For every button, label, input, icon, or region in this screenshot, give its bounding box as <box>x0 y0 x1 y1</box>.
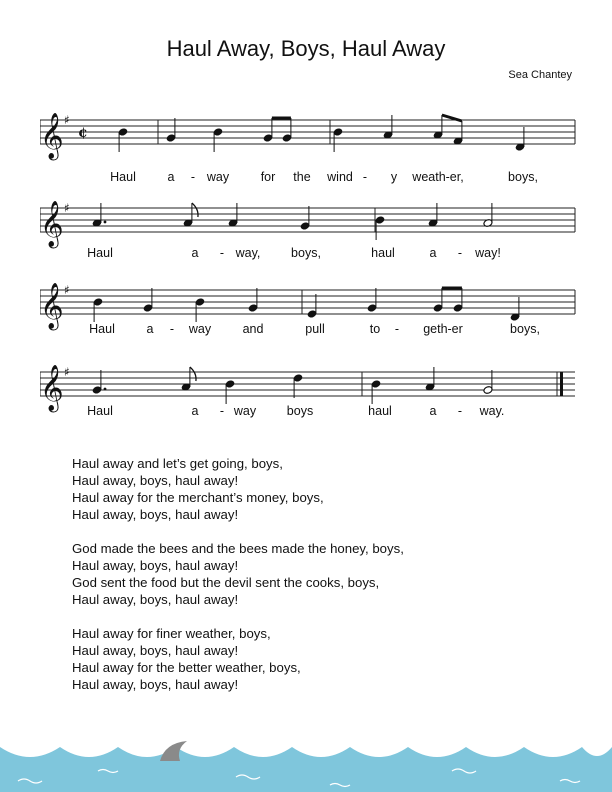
verse-line: God made the bees and the bees made the honey, boys, <box>72 541 404 556</box>
lyric-syllable: - <box>362 170 368 184</box>
treble-clef-icon: 𝄞 <box>40 201 64 247</box>
sharp-icon: ♯ <box>64 283 70 297</box>
verse-line: Haul away and let’s get going, boys, <box>72 456 283 471</box>
note-dot <box>104 388 107 391</box>
verse-line: God sent the food but the devil sent the cooks, boys, <box>72 575 380 590</box>
lyric-syllable: the <box>293 170 311 184</box>
lyric-syllable: y <box>390 170 398 184</box>
lyric-syllable: - <box>457 246 463 260</box>
lyric-syllable: - <box>190 170 196 184</box>
lyric-syllable: boys, <box>510 322 540 336</box>
cut-time-icon: ¢ <box>78 125 88 141</box>
lyric-syllable: haul <box>368 404 392 418</box>
lyric-syllable: geth-er <box>423 322 463 336</box>
verse-line: Haul away for the merchant’s money, boys, <box>72 490 324 505</box>
treble-clef-icon: 𝄞 <box>40 113 64 159</box>
verse-line: Haul away, boys, haul away! <box>72 507 239 522</box>
treble-clef-icon: 𝄞 <box>40 283 64 329</box>
song-subtitle: Sea Chantey <box>508 69 572 81</box>
lyric-syllable: boys, <box>508 170 538 184</box>
verse-line: Haul away, boys, haul away! <box>72 558 239 573</box>
lyric-syllable: way <box>188 322 212 336</box>
verse-line: Haul away, boys, haul away! <box>72 592 239 607</box>
sharp-icon: ♯ <box>64 365 70 379</box>
lyric-syllable: way. <box>479 404 505 418</box>
sharp-icon: ♯ <box>64 201 70 215</box>
lyric-syllable: a <box>191 404 199 418</box>
lyric-syllable: weath-er, <box>412 170 464 184</box>
sharp-icon: ♯ <box>64 113 70 127</box>
treble-clef-icon: 𝄞 <box>40 365 64 411</box>
verse <box>72 625 404 693</box>
page-title: Haul Away, Boys, Haul Away <box>166 36 446 61</box>
lyric-syllable: Haul <box>89 322 115 336</box>
lyric-syllable: boys <box>286 404 314 418</box>
lyric-syllable: way <box>206 170 230 184</box>
music-system-4 <box>40 352 580 462</box>
lyric-syllable: - <box>169 322 175 336</box>
verse-line: Haul away for the better weather, boys, <box>72 660 301 675</box>
verse <box>72 455 404 523</box>
lyric-syllable: Haul <box>87 246 113 260</box>
lyric-syllable: haul <box>371 246 395 260</box>
lyric-syllable: - <box>394 322 400 336</box>
note-flag <box>192 203 198 217</box>
verse-line: Haul away, boys, haul away! <box>72 473 239 488</box>
lyric-syllable: a <box>167 170 175 184</box>
note-flag <box>190 367 196 381</box>
ocean-waves-decoration <box>0 735 612 792</box>
lyric-syllable: a <box>146 322 154 336</box>
lyric-syllable: way! <box>475 246 501 260</box>
lyric-syllable: boys, <box>291 246 321 260</box>
lyric-syllable: a <box>191 246 199 260</box>
lyric-syllable: way, <box>235 246 261 260</box>
verses-block <box>72 455 404 710</box>
note-dot <box>104 221 107 224</box>
lyric-syllable: Haul <box>110 170 136 184</box>
verse-line: Haul away, boys, haul away! <box>72 677 239 692</box>
lyric-syllable: a <box>429 404 437 418</box>
lyric-syllable: for <box>260 170 276 184</box>
lyric-syllable: Haul <box>87 404 113 418</box>
lyric-syllable: and <box>242 322 264 336</box>
verse <box>72 540 404 608</box>
final-barline <box>560 372 563 396</box>
lyric-syllable: pull <box>305 322 325 336</box>
lyric-syllable: to <box>369 322 381 336</box>
verse-line: Haul away for finer weather, boys, <box>72 626 271 641</box>
lyric-syllable: - <box>457 404 463 418</box>
verse-line: Haul away, boys, haul away! <box>72 643 239 658</box>
lyric-syllable: wind <box>327 170 353 184</box>
lyric-syllable: a <box>429 246 437 260</box>
lyric-syllable: - <box>219 404 225 418</box>
lyric-syllable: - <box>219 246 225 260</box>
lyric-syllable: way <box>233 404 257 418</box>
